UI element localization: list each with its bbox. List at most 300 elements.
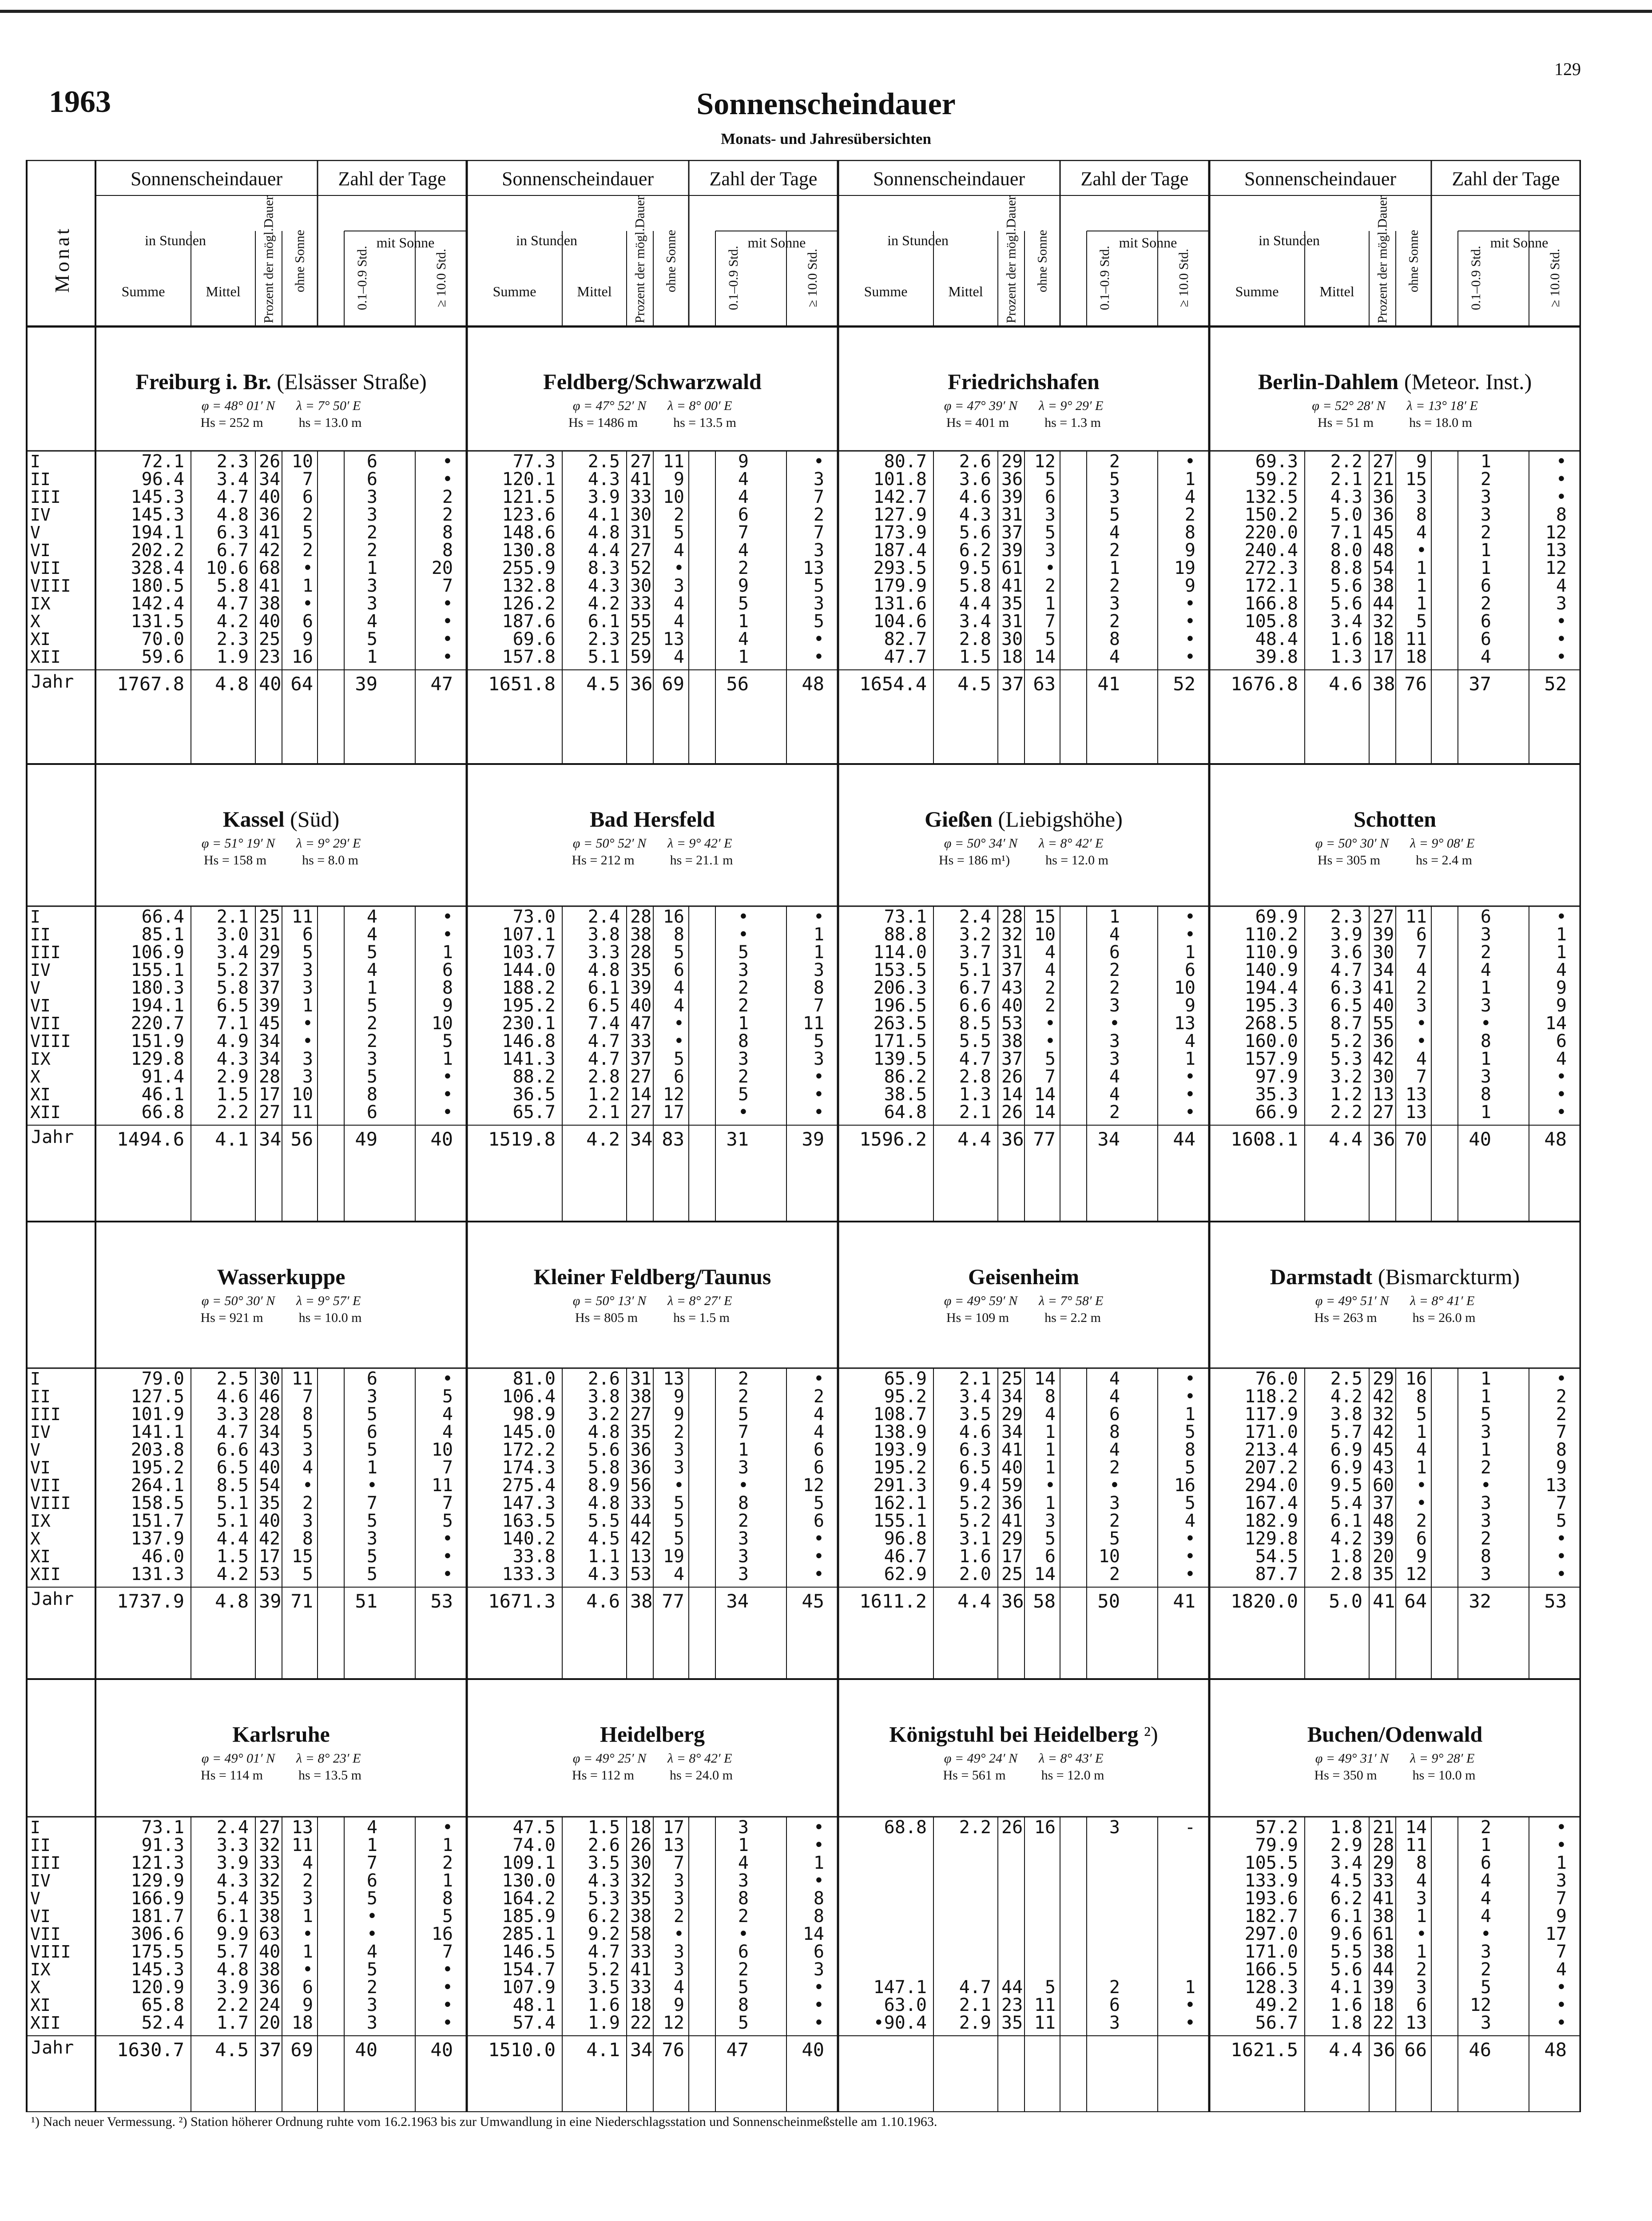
table-cell: 294.0 xyxy=(1244,1475,1298,1496)
month-label: XII xyxy=(30,647,61,667)
range-0.1-0.9-header-label: 0.1–0.9 Std. xyxy=(726,245,741,310)
table-cell: 3 xyxy=(1480,924,1491,945)
table-cell: 5.3 xyxy=(588,1888,620,1909)
year-total-cell: 64 xyxy=(1404,1590,1427,1612)
sensor-height: hs = 21.1 m xyxy=(670,853,733,868)
table-cell: • xyxy=(1556,1977,1567,1998)
table-cell: 7 xyxy=(366,1853,377,1873)
table-cell: 2 xyxy=(442,487,453,507)
table-cell: 33 xyxy=(630,1493,652,1513)
table-cell: 285.1 xyxy=(502,1924,556,1944)
table-cell: 11 xyxy=(1405,1835,1427,1855)
month-label: II xyxy=(30,1387,51,1406)
table-cell: 114.0 xyxy=(873,942,927,963)
station-latitude: φ = 47° 39′ N xyxy=(944,398,1018,413)
year-total-cell: 70 xyxy=(1404,1128,1427,1150)
table-cell: 2 xyxy=(738,1067,749,1087)
table-cell: 10 xyxy=(1034,924,1056,945)
table-cell: 4.9 xyxy=(216,1031,249,1051)
table-cell: 3 xyxy=(1480,1422,1491,1442)
table-cell: • xyxy=(738,924,749,945)
table-cell: 17 xyxy=(1545,1924,1567,1944)
percent-header-label: Prozent der mögl.Dauer xyxy=(1375,195,1390,323)
table-cell: 10.6 xyxy=(206,558,249,578)
table-cell: 8 xyxy=(673,924,684,945)
table-cell: 1 xyxy=(1480,540,1491,561)
table-cell: 2.1 xyxy=(959,1369,991,1389)
table-cell: 5 xyxy=(366,942,377,963)
without-sun-header-label: ohne Sonne xyxy=(292,230,307,293)
table-cell: 25 xyxy=(1001,1369,1023,1389)
table-cell: 2 xyxy=(738,978,749,998)
data-column xyxy=(1399,908,1427,1121)
table-cell: 59 xyxy=(1001,1475,1023,1496)
table-cell: 1.8 xyxy=(1330,1817,1362,1838)
table-cell: 3.4 xyxy=(216,469,249,490)
data-column xyxy=(471,453,556,666)
table-cell: 3 xyxy=(738,1546,749,1567)
table-cell xyxy=(1001,1890,1020,1907)
data-column xyxy=(1214,908,1298,1121)
table-cell: • xyxy=(442,629,453,649)
range-0.1-0.9-header xyxy=(1087,233,1122,324)
table-cell: 158.5 xyxy=(131,1493,184,1513)
table-cell: 12 xyxy=(1405,1564,1427,1584)
table-cell: 7 xyxy=(366,1493,377,1513)
station-elevation: Hs = 158 m xyxy=(203,853,267,868)
table-cell: 9 xyxy=(1184,540,1195,561)
table-cell: 35 xyxy=(1373,1564,1394,1584)
with-sun-header: mit Sonne xyxy=(1490,235,1549,251)
table-cell: 41 xyxy=(1001,576,1023,596)
month-label: VII xyxy=(30,1476,61,1495)
station-longitude: λ = 8° 23′ E xyxy=(296,1751,361,1766)
station-name-main: Friedrichshafen xyxy=(948,369,1100,394)
days-count-header: Zahl der Tage xyxy=(709,168,818,190)
page-subtitle: Monats- und Jahresübersichten xyxy=(721,130,931,147)
table-cell: 3.6 xyxy=(959,469,991,490)
data-column xyxy=(1308,1370,1362,1583)
table-cell: 2 xyxy=(673,1906,684,1926)
table-cell: • xyxy=(1184,647,1195,667)
table-cell: 174.3 xyxy=(502,1457,556,1478)
table-cell: 107.1 xyxy=(502,924,556,945)
year: 1963 xyxy=(49,85,111,119)
table-cell: 5.6 xyxy=(1330,576,1362,596)
table-cell: 6.5 xyxy=(1330,995,1362,1016)
table-cell: 10 xyxy=(431,1013,453,1034)
table-cell: 65.8 xyxy=(141,1995,184,2015)
month-label: VIII xyxy=(30,1031,71,1051)
table-cell: 6.1 xyxy=(588,978,620,998)
station-name xyxy=(95,1721,467,1747)
table-cell: 101.8 xyxy=(873,469,927,490)
table-cell: 4 xyxy=(1109,522,1120,543)
station-latitude: φ = 51° 19′ N xyxy=(201,836,275,851)
station-name xyxy=(467,1264,838,1290)
data-column xyxy=(1214,1819,1298,2032)
station-coordinates xyxy=(467,1751,838,1766)
table-cell: • xyxy=(813,1995,824,2015)
data-column xyxy=(842,1819,927,2032)
year-total-cell: 51 xyxy=(355,1590,377,1612)
without-sun-header-label: ohne Sonne xyxy=(663,230,679,293)
table-cell: 5 xyxy=(1044,522,1056,543)
table-cell: • xyxy=(1416,1031,1427,1051)
year-total-cell: 4.1 xyxy=(586,2039,620,2061)
table-cell: • xyxy=(1044,1013,1056,1034)
table-cell: 2 xyxy=(1556,1386,1567,1407)
table-cell xyxy=(842,1925,927,1943)
data-column xyxy=(566,453,620,666)
table-cell: • xyxy=(673,558,684,578)
station-longitude: λ = 13° 18′ E xyxy=(1406,398,1478,413)
year-total-cell: 66 xyxy=(1404,2039,1427,2061)
table-cell: 1.2 xyxy=(1330,1084,1362,1105)
table-cell: 4.3 xyxy=(588,576,620,596)
table-cell: • xyxy=(442,611,453,632)
table-cell: 1.5 xyxy=(959,647,991,667)
month-label: V xyxy=(30,523,40,542)
table-cell: 2.8 xyxy=(1330,1564,1362,1584)
table-cell: 8 xyxy=(1480,1084,1491,1105)
table-cell: 3 xyxy=(1044,540,1056,561)
station-elevation: Hs = 350 m xyxy=(1314,1768,1377,1783)
table-cell: 3.2 xyxy=(959,924,991,945)
table-cell: 17 xyxy=(259,1084,281,1105)
year-total-cell: 40 xyxy=(430,2039,453,2061)
table-cell: 7 xyxy=(738,1422,749,1442)
table-cell: 46.0 xyxy=(141,1546,184,1567)
table-cell: • xyxy=(442,1067,453,1087)
table-cell: • xyxy=(302,558,313,578)
table-cell: 1 xyxy=(1184,469,1195,490)
table-cell: 8 xyxy=(813,1906,824,1926)
table-cell: 6 xyxy=(366,1102,377,1122)
data-column xyxy=(1373,451,1394,667)
table-cell: 4 xyxy=(366,960,377,980)
table-cell: 2 xyxy=(1109,1977,1120,1998)
table-cell: 33 xyxy=(259,1853,281,1873)
data-column xyxy=(842,1370,927,1583)
table-cell: • xyxy=(1480,1475,1491,1496)
table-cell: 1 xyxy=(738,611,749,632)
table-cell: 5 xyxy=(1184,1457,1195,1478)
table-cell: 1 xyxy=(813,1853,824,1873)
station-name xyxy=(1209,1721,1581,1747)
range-10-header-label: ≥ 10.0 Std. xyxy=(1547,248,1562,307)
data-column xyxy=(195,1819,249,2032)
table-cell: • xyxy=(1556,647,1567,667)
data-column xyxy=(1373,1369,1394,1584)
table-cell: 5.2 xyxy=(959,1493,991,1513)
table-cell: 2 xyxy=(1480,1817,1491,1838)
year-total-cell: 4.4 xyxy=(957,1590,991,1612)
table-cell: 4 xyxy=(366,924,377,945)
station-coordinates xyxy=(95,398,467,414)
table-cell: 3 xyxy=(738,960,749,980)
with-sun-header: mit Sonne xyxy=(747,235,806,251)
table-cell: 4.8 xyxy=(216,1959,249,1980)
year-total-cell: 37 xyxy=(1469,673,1491,695)
table-cell: 5.5 xyxy=(588,1511,620,1531)
year-total-cell: 40 xyxy=(802,2039,824,2061)
table-cell: 4 xyxy=(738,629,749,649)
month-label: X xyxy=(30,1978,40,1997)
table-cell: 3 xyxy=(673,1888,684,1909)
table-cell: 46.1 xyxy=(141,1084,184,1105)
table-cell: 107.9 xyxy=(502,1977,556,1998)
table-cell: 6 xyxy=(366,1369,377,1389)
range-0.1-0.9-header xyxy=(715,233,751,324)
table-cell: 3 xyxy=(366,1049,377,1069)
table-cell: • xyxy=(302,1013,313,1034)
table-cell: 18 xyxy=(1405,647,1427,667)
table-cell: 29 xyxy=(1373,1853,1394,1873)
table-cell: 52 xyxy=(630,558,652,578)
station-elevation: Hs = 186 m¹) xyxy=(938,853,1010,868)
table-cell: 5.4 xyxy=(1330,1493,1362,1513)
table-cell xyxy=(842,1961,927,1978)
month-label: III xyxy=(30,943,61,962)
table-cell: 5 xyxy=(302,942,313,963)
table-cell: 38 xyxy=(259,593,281,614)
table-cell: 4 xyxy=(1556,576,1567,596)
table-cell: 3 xyxy=(813,960,824,980)
table-cell: 5.7 xyxy=(216,1942,249,1962)
table-cell: 5 xyxy=(442,1511,453,1531)
station-latitude: φ = 50° 52′ N xyxy=(572,836,647,851)
table-cell: 14 xyxy=(1545,1013,1567,1034)
table-cell: 35 xyxy=(630,1422,652,1442)
table-cell: 8 xyxy=(738,1995,749,2015)
table-cell: 6.3 xyxy=(959,1440,991,1460)
table-cell: 1.5 xyxy=(216,1546,249,1567)
table-cell: 21 xyxy=(1373,1817,1394,1838)
table-cell: 31 xyxy=(630,522,652,543)
table-cell: • xyxy=(1184,1564,1195,1584)
station-name xyxy=(838,1721,1209,1747)
table-cell: 104.6 xyxy=(873,611,927,632)
table-cell: 5 xyxy=(1416,1404,1427,1425)
table-cell: • xyxy=(442,1102,453,1122)
table-cell: 18 xyxy=(630,1817,652,1838)
table-cell: 4.7 xyxy=(216,593,249,614)
percent-header xyxy=(998,195,1025,324)
table-cell: • xyxy=(1556,1084,1567,1105)
table-cell: 2.3 xyxy=(588,629,620,649)
table-cell: 4 xyxy=(1480,960,1491,980)
table-cell: 9 xyxy=(1556,1457,1567,1478)
table-cell: 1.6 xyxy=(588,1995,620,2015)
table-cell: 118.2 xyxy=(1244,1386,1298,1407)
data-column xyxy=(657,1370,684,1583)
table-cell xyxy=(1028,1907,1056,1925)
station-coordinates xyxy=(1209,398,1581,414)
station-coordinates xyxy=(838,398,1209,414)
table-cell: 297.0 xyxy=(1244,1924,1298,1944)
station-elevation: Hs = 921 m xyxy=(200,1310,263,1325)
table-cell: 2.9 xyxy=(216,1067,249,1087)
year-total-cell: 39 xyxy=(802,1128,824,1150)
table-cell: 8 xyxy=(1109,629,1120,649)
table-cell: 6 xyxy=(302,924,313,945)
table-cell: 42 xyxy=(1373,1386,1394,1407)
table-cell: 3.8 xyxy=(1330,1404,1362,1425)
footnote: ¹) Nach neuer Vermessung. ²) Station höherer Ordnung ruhte vom 16.2.1963 bis zur Umwandlung in eine Niederschlagsstation und Sonnenscheinmeßstelle am 1.10.1963. xyxy=(31,2114,937,2129)
station-name-main: Berlin-Dahlem xyxy=(1258,369,1399,394)
table-cell: 180.3 xyxy=(131,978,184,998)
table-cell: 2 xyxy=(673,1422,684,1442)
table-cell: 2 xyxy=(738,995,749,1016)
station-elevations xyxy=(1209,1310,1581,1325)
table-cell: 2.1 xyxy=(588,1102,620,1122)
range-10-header-label: ≥ 10.0 Std. xyxy=(433,248,449,307)
table-cell: 36 xyxy=(1373,487,1394,507)
year-total-cell: 4.4 xyxy=(1329,1128,1362,1150)
station-name xyxy=(1209,806,1581,832)
table-cell: 6.1 xyxy=(588,611,620,632)
table-cell: 11 xyxy=(291,1369,313,1389)
table-cell: 5 xyxy=(442,1386,453,1407)
table-cell: 1 xyxy=(302,995,313,1016)
table-cell xyxy=(937,1961,991,1978)
table-cell: 147.3 xyxy=(502,1493,556,1513)
table-cell: 1.9 xyxy=(588,2013,620,2033)
table-cell: 3 xyxy=(1480,2013,1491,2033)
year-total-cell: 53 xyxy=(430,1590,453,1612)
table-cell: 9 xyxy=(1556,978,1567,998)
table-cell: 70.0 xyxy=(141,629,184,649)
table-cell: 8.5 xyxy=(959,1013,991,1034)
table-cell: 3 xyxy=(813,1959,824,1980)
table-cell: 4.3 xyxy=(959,505,991,525)
table-cell: 26 xyxy=(259,451,281,472)
table-cell: 3.3 xyxy=(216,1835,249,1855)
table-cell: 3 xyxy=(366,576,377,596)
table-cell: 37 xyxy=(630,1049,652,1069)
days-count-header: Zahl der Tage xyxy=(1452,168,1560,190)
table-cell: 4.2 xyxy=(1330,1528,1362,1549)
table-cell: 5 xyxy=(673,1493,684,1513)
station-elevations xyxy=(95,1768,467,1783)
table-cell: 4.7 xyxy=(588,1942,620,1962)
table-cell xyxy=(1001,1854,1020,1872)
data-column xyxy=(630,907,652,1122)
table-cell: 46 xyxy=(259,1386,281,1407)
table-cell: 187.6 xyxy=(502,611,556,632)
table-cell: 39.8 xyxy=(1255,647,1298,667)
table-cell: 3 xyxy=(1109,2013,1120,2033)
percent-header-label: Prozent der mögl.Dauer xyxy=(1004,195,1019,323)
table-cell: 1 xyxy=(1044,1422,1056,1442)
table-cell: • xyxy=(366,1475,377,1496)
table-cell: 4 xyxy=(1044,1404,1056,1425)
table-cell: 3 xyxy=(1480,505,1491,525)
table-cell: 31 xyxy=(630,1369,652,1389)
table-cell: 68.8 xyxy=(884,1817,927,1838)
table-cell: 8 xyxy=(442,522,453,543)
sensor-height: hs = 2.2 m xyxy=(1044,1310,1101,1325)
table-cell: 3 xyxy=(813,1049,824,1069)
table-cell: 4 xyxy=(1184,1031,1195,1051)
table-cell: 2 xyxy=(813,505,824,525)
table-cell: 40 xyxy=(259,487,281,507)
table-cell: 40 xyxy=(1001,995,1023,1016)
table-cell: 141.1 xyxy=(131,1422,184,1442)
month-label: VIII xyxy=(30,1493,71,1513)
data-column xyxy=(195,453,249,666)
table-cell: 31 xyxy=(1001,505,1023,525)
table-cell: 7 xyxy=(738,522,749,543)
year-total-cell: 49 xyxy=(355,1128,377,1150)
table-cell: 1 xyxy=(1044,593,1056,614)
table-cell: 2 xyxy=(1109,451,1120,472)
range-0.1-0.9-header-label: 0.1–0.9 Std. xyxy=(1097,245,1112,310)
table-cell: 27 xyxy=(630,1404,652,1425)
table-cell: 7 xyxy=(442,1493,453,1513)
table-cell: 4 xyxy=(366,907,377,927)
table-cell: 4 xyxy=(1480,1871,1491,1891)
station-longitude: λ = 9° 08′ E xyxy=(1410,836,1475,851)
table-cell xyxy=(1001,1907,1020,1925)
table-cell: 4 xyxy=(738,1853,749,1873)
table-cell: 188.2 xyxy=(502,978,556,998)
table-cell xyxy=(937,1907,991,1925)
table-cell: 32 xyxy=(259,1835,281,1855)
table-cell: 6 xyxy=(1480,629,1491,649)
table-cell: 40 xyxy=(259,1457,281,1478)
table-cell: 3 xyxy=(1480,487,1491,507)
table-cell: • xyxy=(813,2013,824,2033)
table-cell: 5 xyxy=(1044,1977,1056,1998)
data-column xyxy=(566,908,620,1121)
table-cell: 2 xyxy=(1416,1959,1427,1980)
without-sun-header-label: ohne Sonne xyxy=(1406,230,1421,293)
table-cell: 33 xyxy=(630,1031,652,1051)
table-cell: 180.5 xyxy=(131,576,184,596)
table-cell: 5 xyxy=(813,611,824,632)
range-10-header-label: ≥ 10.0 Std. xyxy=(1176,248,1191,307)
table-cell: 54.5 xyxy=(1255,1546,1298,1567)
month-label: VII xyxy=(30,1014,61,1033)
table-cell: 1 xyxy=(366,978,377,998)
table-cell xyxy=(1001,1836,1020,1854)
year-total-cell: 5.0 xyxy=(1329,1590,1362,1612)
table-cell: 6 xyxy=(1480,611,1491,632)
table-cell: 14 xyxy=(1001,1084,1023,1105)
table-cell: 157.8 xyxy=(502,647,556,667)
table-cell: 166.5 xyxy=(1244,1959,1298,1980)
table-cell: 28 xyxy=(1373,1835,1394,1855)
table-cell: 7 xyxy=(442,576,453,596)
table-cell: • xyxy=(813,647,824,667)
table-cell: • xyxy=(1184,1528,1195,1549)
table-cell: 2 xyxy=(673,505,684,525)
table-cell: 45 xyxy=(1373,522,1394,543)
table-cell: 2.3 xyxy=(216,451,249,472)
table-cell: 20 xyxy=(1373,1546,1394,1567)
table-cell xyxy=(1090,1907,1195,1925)
without-sun-header xyxy=(282,200,318,324)
table-cell: 4.2 xyxy=(216,611,249,632)
table-cell: 7.1 xyxy=(1330,522,1362,543)
table-cell: 32 xyxy=(630,1871,652,1891)
table-cell: 47.5 xyxy=(512,1817,556,1838)
table-cell: 2.4 xyxy=(216,1817,249,1838)
station-longitude: λ = 9° 29′ E xyxy=(296,836,361,851)
sunshine-duration-header: Sonnenscheindauer xyxy=(873,168,1025,190)
